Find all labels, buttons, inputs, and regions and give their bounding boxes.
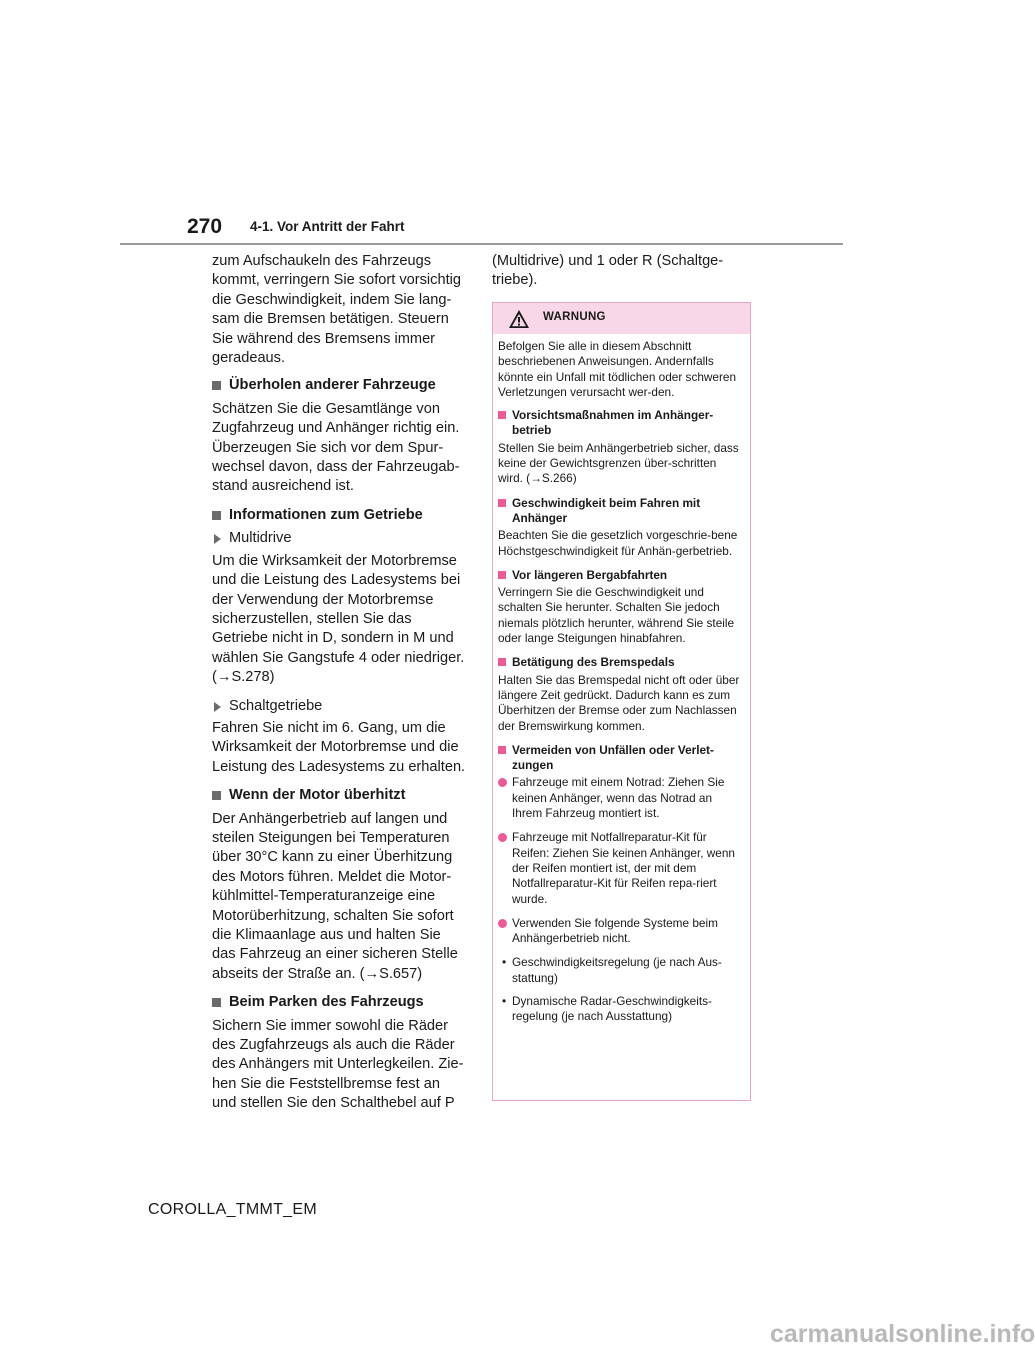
section-heading-label: Beim Parken des Fahrzeugs xyxy=(229,994,424,1011)
warning-heading-label: Vor längeren Bergabfahrten xyxy=(512,567,668,582)
circle-bullet-icon xyxy=(498,919,507,928)
warning-heading xyxy=(498,408,741,439)
header-divider xyxy=(120,243,843,245)
paragraph-overtaking: Schätzen Sie die Gesamtlänge von Zugfahrzeug und Anhänger richtig ein. Überzeugen Sie sich vor dem Spur-wechsel davon, dass der Fahrzeugab-stand ausreichend ist. xyxy=(212,400,460,495)
page-number: 270 xyxy=(187,215,223,238)
warning-heading-label: Vermeiden von Unfällen oder Verlet-zungen xyxy=(512,742,714,773)
paragraph-overheating: Der Anhängerbetrieb auf langen und steilen Steigungen bei Temperaturen über 30°C kann zu einer Überhitzung des Motors führen. Meldet die Motor-kühlmittel-Temperaturanzeige eine Motorüberhitzung, schalten Sie sofort die Klimaanlage aus und halten Sie das Fahrzeug an einer sicheren Stelle abseits der Straße an. (→S.657) xyxy=(212,810,458,982)
circle-bullet-icon xyxy=(498,778,507,787)
document-code: COROLLA_TMMT_EM xyxy=(148,1201,317,1218)
circle-bullet-icon xyxy=(498,833,507,842)
warning-box xyxy=(492,302,751,1101)
warning-bullet xyxy=(498,916,741,947)
continued-paragraph: zum Aufschaukeln des Fahrzeugs kommt, verringern Sie sofort vorsichtig die Geschwindigkeit, indem Sie lang-sam die Bremsen betätigen. Steuern Sie während des Bremsens immer geradeaus. xyxy=(212,253,461,367)
warning-heading-label: Vorsichtsmaßnahmen im Anhänger-betrieb xyxy=(512,408,714,438)
warning-bullet xyxy=(498,830,741,906)
paragraph-multidrive: Um die Wirksamkeit der Motorbremse und die Leistung des Ladesystems bei der Verwendung der Motorbremse sicherzustellen, stellen Sie das Getriebe nicht in D, sondern in M und wählen Sie Gangstufe 4 oder niedriger. (→S.278) xyxy=(212,552,465,686)
warning-sub-bullet-text: Geschwindigkeitsregelung (je nach Aus-stattung) xyxy=(512,955,722,985)
triangle-arrow-icon xyxy=(214,702,221,712)
warning-heading-label: Geschwindigkeit beim Fahren mit Anhänger xyxy=(512,495,701,525)
warning-bullet xyxy=(498,775,741,821)
square-bullet-icon xyxy=(498,499,506,507)
sub-bullet-marker: • xyxy=(502,955,507,970)
section-title: 4-1. Vor Antritt der Fahrt xyxy=(250,219,405,234)
warning-sub-bullet xyxy=(498,994,741,1025)
square-bullet-icon xyxy=(498,571,506,579)
section-heading-overtaking xyxy=(212,376,466,395)
warning-heading xyxy=(498,655,741,670)
warning-intro: Befolgen Sie alle in diesem Abschnitt beschriebenen Anweisungen. Andernfalls könnte ein Unfall mit tödlichen oder schweren Verletzungen verursacht wer-den. xyxy=(498,339,737,399)
square-bullet-icon xyxy=(212,791,221,800)
warning-sub-bullet xyxy=(498,955,741,986)
section-heading-label: Wenn der Motor überhitzt xyxy=(229,787,406,804)
continued-paragraph-right: (Multidrive) und 1 oder R (Schaltge-triebe). xyxy=(492,253,724,289)
warning-heading xyxy=(498,743,741,774)
warning-text: Stellen Sie beim Anhängerbetrieb sicher, dass keine der Gewichtsgrenzen über-schritten wird. (→S.266) xyxy=(498,440,739,486)
right-column xyxy=(492,252,754,303)
warning-heading-label: Betätigung des Bremspedals xyxy=(512,655,675,670)
paragraph-manual: Fahren Sie nicht im 6. Gang, um die Wirksamkeit der Motorbremse und die Leistung des Ladesystems zu erhalten. xyxy=(212,719,466,775)
triangle-arrow-icon xyxy=(214,534,221,544)
warning-bullet-text: Fahrzeuge mit Notfallreparatur-Kit für Reifen: Ziehen Sie keinen Anhänger, wenn der Reifen montiert ist, der mit dem Notfallreparatur-Kit für Reifen repa-riert wurde. xyxy=(512,830,735,906)
subheading-label: Schaltgetriebe xyxy=(229,697,323,714)
square-bullet-icon xyxy=(212,511,221,520)
paragraph-parking: Sichern Sie immer sowohl die Räder des Zugfahrzeugs als auch die Räder des Anhängers mit Unterlegkeilen. Zie-hen Sie die Feststellbremse fest an und stellen Sie den Schalthebel auf P xyxy=(212,1017,464,1112)
warning-text: Beachten Sie die gesetzlich vorgeschrie-bene Höchstgeschwindigkeit für Anhän-gerbetrieb. xyxy=(498,528,738,558)
watermark: carmanualsonline.info xyxy=(770,1320,1035,1348)
warning-triangle-icon xyxy=(508,309,530,329)
warning-text: Halten Sie das Bremspedal nicht oft oder über längere Zeit gedrückt. Dadurch kann es zum Überhitzen der Bremse oder zum Nachlassen der Bremswirkung kommen. xyxy=(498,672,740,733)
square-bullet-icon xyxy=(498,411,506,419)
warning-heading xyxy=(498,496,741,527)
warning-text: Verringern Sie die Geschwindigkeit und schalten Sie herunter. Schalten Sie jedoch niemals plötzlich herunter, während Sie steile oder lange Steigungen hinabfahren. xyxy=(498,585,735,646)
warning-bullet-text: Fahrzeuge mit einem Notrad: Ziehen Sie keinen Anhänger, wenn das Notrad an Ihrem Fahrzeug montiert ist. xyxy=(512,775,725,821)
section-heading-overheating xyxy=(212,786,466,805)
section-heading-label: Überholen anderer Fahrzeuge xyxy=(229,377,436,394)
warning-body xyxy=(493,334,750,1025)
subheading-label: Multidrive xyxy=(229,530,292,547)
page-header xyxy=(0,0,960,250)
warning-heading xyxy=(498,568,741,583)
warning-sub-bullet-text: Dynamische Radar-Geschwindigkeits-regelung (je nach Ausstattung) xyxy=(512,993,712,1024)
sub-bullet-marker: • xyxy=(502,993,507,1008)
warning-title: WARNUNG xyxy=(543,311,606,323)
section-heading-parking xyxy=(212,993,466,1012)
warning-header xyxy=(493,303,750,334)
left-column xyxy=(212,252,466,1123)
square-bullet-icon xyxy=(212,998,221,1007)
subheading-multidrive xyxy=(212,529,466,548)
subheading-manual xyxy=(212,697,466,716)
square-bullet-icon xyxy=(212,381,221,390)
section-heading-transmission xyxy=(212,506,466,525)
square-bullet-icon xyxy=(498,658,506,666)
warning-bullet-text: Verwenden Sie folgende Systeme beim Anhängerbetrieb nicht. xyxy=(512,915,718,946)
square-bullet-icon xyxy=(498,746,506,754)
section-heading-label: Informationen zum Getriebe xyxy=(229,506,423,523)
